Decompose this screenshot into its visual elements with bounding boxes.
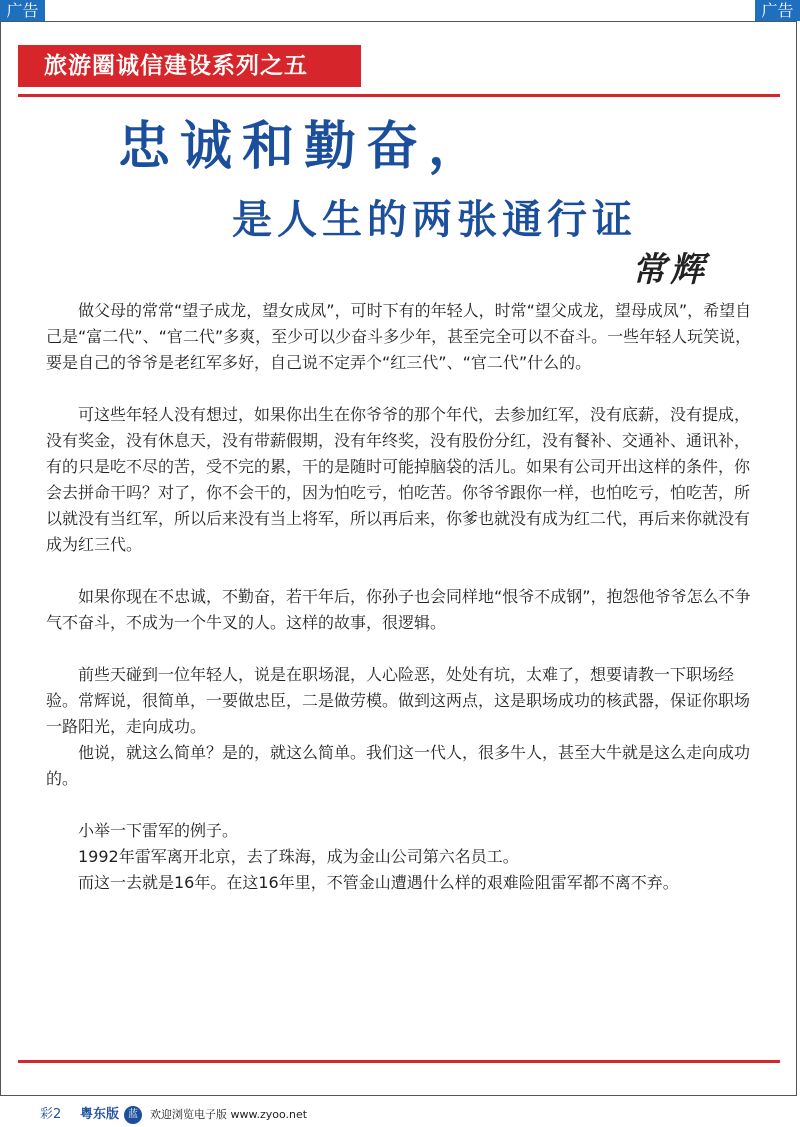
ad-label-left: 广告 (0, 0, 45, 21)
bottom-divider (18, 1060, 780, 1063)
paragraph: 做父母的常常“望子成龙，望女成凤”，可时下有的年轻人，时常“望父成龙，望母成凤”，希望自己是“富二代”、“官二代”多爽，至少可以少奋斗多少年，甚至完全可以不奋斗。一些年轻人玩笑说，要是自己的爷爷是老红军多好，自己说不定弄个“红三代”、“官二代”什么的。 (46, 301, 752, 372)
website-promo: 欢迎浏览电子版 www.zyoo.net (150, 1108, 308, 1121)
article-body (46, 298, 756, 896)
edition-label: 粤东版 (80, 1107, 120, 1122)
paragraph: 如果你现在不忠诚，不勤奋，若干年后，你孙子也会同样地“恨爷不成钢”，抱怨他爷爷怎么不争气不奋斗，不成为一个牛叉的人。这样的故事，很逻辑。 (46, 587, 751, 632)
paragraph: 前些天碰到一位年轻人，说是在职场混，人心险恶，处处有坑，太难了，想要请教一下职场经验。常辉说，很简单，一要做忠臣，二是做劳模。做到这两点，这是职场成功的核武器，保证你职场一路阳光，走向成功。 (46, 665, 751, 736)
page-footer (0, 1104, 800, 1126)
headline-line-2: 是人生的两张通行证 (232, 197, 637, 243)
paragraph: 而这一去就是16年。在这16年里，不管金山遭遇什么样的艰难险阻雷军都不离不弃。 (78, 873, 679, 892)
paragraph: 他说，就这么简单？是的，就这么简单。我们这一代人，很多牛人，甚至大牛就是这么走向成功的。 (46, 743, 751, 788)
series-banner: 旅游圈诚信建设系列之五 (18, 45, 361, 87)
paragraph: 1992年雷军离开北京，去了珠海，成为金山公司第六名员工。 (78, 847, 519, 866)
top-divider (18, 94, 780, 97)
edition-logo-icon: 蓝 (124, 1106, 142, 1124)
paragraph: 可这些年轻人没有想过，如果你出生在你爷爷的那个年代，去参加红军，没有底薪，没有提成，没有奖金，没有休息天，没有带薪假期，没有年终奖，没有股份分红，没有餐补、交通补、通讯补，有的只是吃不尽的苦，受不完的累，干的是随时可能掉脑袋的活儿。如果有公司开出这样的条件，你会去拼命干吗？对了，你不会干的，因为怕吃亏，怕吃苦。你爷爷跟你一样，也怕吃亏，怕吃苦，所以就没有当红军，所以后来没有当上将军，所以再后来，你爹也就没有成为红二代，再后来你就没有成为红三代。 (46, 405, 751, 554)
paragraph: 小举一下雷军的例子。 (78, 821, 239, 840)
page-number: 彩2 (40, 1107, 62, 1122)
ad-label-right: 广告 (755, 0, 800, 21)
author-signature: 常辉 (632, 250, 708, 290)
headline-line-1: 忠诚和勤奋， (118, 117, 491, 177)
